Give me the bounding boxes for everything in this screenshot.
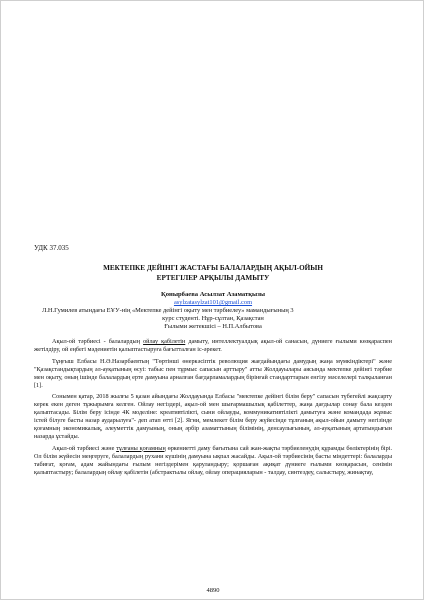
title-line: МЕКТЕПКЕ ДЕЙІНГІ ЖАСТАҒЫ БАЛАЛАРДЫҢ АҚЫЛ-ОЙЫН	[103, 264, 323, 272]
page-number: 4890	[206, 587, 220, 594]
paragraph	[34, 338, 392, 354]
text-run: Ақыл-ой тәрбиесі - балалардың	[52, 338, 144, 345]
underlined-text: ойлау қабілетін	[143, 338, 186, 345]
author-email-link[interactable]: asylzatasylzat101@gmail.com	[173, 299, 253, 306]
title-line: ЕРТЕГІЛЕР АРҚЫЛЫ ДАМЫТУ	[156, 273, 270, 282]
paragraph	[34, 445, 392, 477]
affiliation-line: Л.Н.Гумилев атындағы ЕҰУ-нің «Мектепке дейінгі оқыту мен тәрбиелеу» мамандығының 3	[42, 307, 294, 314]
text-run: өркениетті даму бағытына сай жан-жақты тәрбиеленудің құрамды бөліктерінің бірі. Ол білім жүйесін меңгеруге, балалардың рухани күшінің дамуына ықпал жасайды. Ақыл-ой тәрбиесінің басты міндеттері: балаларды табиғат, қоғам, адам жайындағы ғылым негіздерімен қаруландыру; қоршаған ақиқат дүниеге ғылыми көзқарасын, сенімін қалыптастыру; балалардың ойлау қабілетін (абстрактылы ойлау, ойлау операцияларын - талдау, синтездеу, салыстыру, жинақтау,	[34, 444, 393, 476]
text-run: дамыту, интеллектуалдық ақыл-ой санасын, дүниеге ғылыми көзқараспен жетілдіру, ой еңбегі мәдениетін қалыптастыруға бағытталған іс-әрекет.	[34, 338, 392, 353]
text-run: Ақыл-ой тәрбиесі және	[52, 444, 117, 452]
affiliation-line: курс студенті. Нұр-сұлтан, Қазақстан	[162, 315, 264, 322]
paragraph: Тұңғыш Елбасы Н.Ә.Назарбаевтың "Төртінші өнеркәсіптік революция жағдайындағы дамудың жаңа мүмкіндіктері" және "Қазақстандықтардың әл-ауқатының өсуі: табыс пен тұрмыс сапасын арттыру" атты Жолдауылары аясында мектепке дейінгі тәрбие мен оқыту, оның ішінде балалардың ерте дамуына арналған бағдарламалардың бірінғай стандарттарын енгізу мәселелері талқыланған [1].	[34, 357, 392, 389]
document-content	[34, 244, 392, 480]
article-body	[34, 338, 392, 477]
paragraph: Сонымен қатар, 2018 жылғы 5 қазан айындағы Жолдауында Елбасы "мектепке дейінгі білім беру" сапасын түбегейлі жақсарту керек екен деген тұжырымға келген. Ойлау негіздері, ақыл-ой мен шығармашылық қабілеттер, жаңа дағдылар сонау бала кезден қалыптасады. Білім беру ісінде 4К моделіне: креативтілікті, сыни ойлауды, коммуникативтілікті дамытуға және командада жұмыс істей білуге басты назар аударылуға"- деп атап өтті [2]. Ягни, мемлекет білім беру жүйесінде тұлғаның ақыл-ойын дамыту негізінде қоғамның экономикалық, әлеуметтік дамуының, оның әрбір азаматтының білімінің, денсаулығының, әл-ауқатының артатындығын назарда ұстайды.	[34, 393, 392, 440]
article-title	[34, 264, 392, 283]
author-name: Қонырбаева Асылзат Азаматқызы	[160, 291, 266, 298]
udc-code: УДК 37.035	[34, 244, 69, 252]
supervisor: Ғылыми жетекшісі – Н.П.Албытова	[164, 323, 262, 330]
underlined-text: тұлғаны қоғамның	[116, 444, 166, 452]
